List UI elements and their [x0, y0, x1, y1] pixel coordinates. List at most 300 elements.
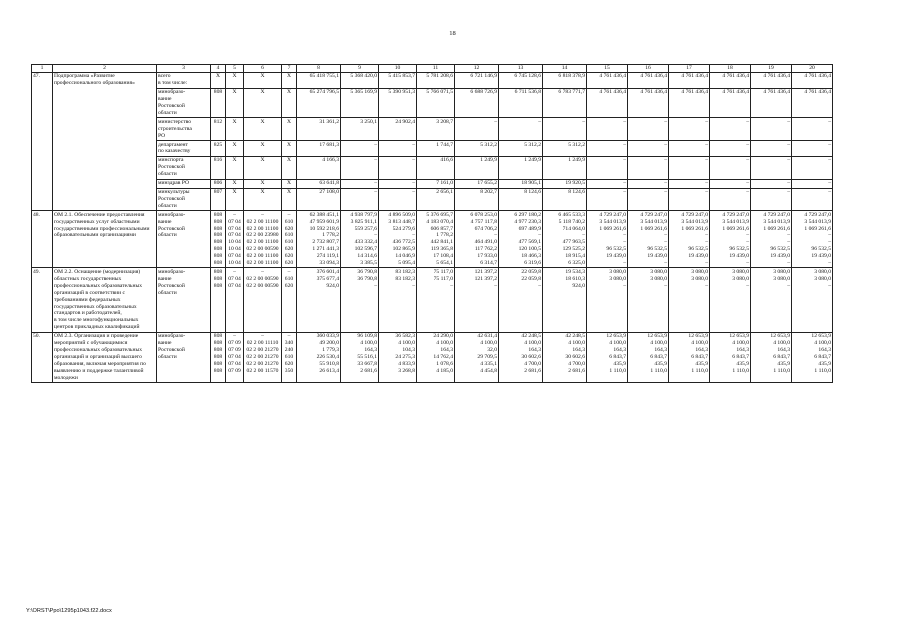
value-line: 4 700,0	[524, 360, 541, 367]
value-line: –	[664, 239, 667, 246]
value-line: –	[746, 260, 749, 267]
value-line: 4 100,0	[691, 340, 708, 347]
csr-cell-line: 02 2 00 21270	[246, 353, 279, 360]
row-number: 50.	[32, 332, 53, 382]
rzpr-cell-line: 07 09	[228, 346, 241, 353]
executor-cell: министерство строительства РО	[157, 118, 211, 141]
value-line: –	[828, 282, 831, 289]
rzpr-cell-line: –	[233, 333, 236, 340]
vr-cell-line: 620	[284, 360, 294, 367]
value-cell	[417, 268, 455, 332]
value-line: 19 439,0	[811, 253, 831, 260]
vr-cell-line: 620	[284, 246, 294, 253]
value-line: 433 332,4	[354, 239, 377, 246]
value-line: 3 544 013,9	[640, 218, 667, 225]
value-line: 6 843,7	[814, 353, 831, 360]
executor-cell: департамент по казачеству	[157, 141, 211, 157]
value-cell: 5 312,2	[543, 141, 587, 157]
value-line: –	[828, 239, 831, 246]
value-line: 42 631,4	[477, 333, 497, 340]
vr-cell-line: 620	[284, 260, 294, 267]
value-cell	[628, 268, 669, 332]
value-line: 4 100,0	[568, 340, 585, 347]
csr-cell	[244, 211, 282, 268]
value-cell: –	[669, 118, 710, 141]
value-cell: 4 761 436,4	[587, 88, 628, 118]
value-cell: 6 711 536,8	[499, 88, 543, 118]
value-cell: –	[499, 118, 543, 141]
grbs-cell-line: 808	[213, 260, 223, 267]
value-line: 96 532,5	[647, 246, 667, 253]
value-line: 4 100,0	[524, 340, 541, 347]
value-line: 4 729 247,0	[681, 211, 708, 218]
value-cell	[341, 268, 379, 332]
value-line: 83 182,3	[395, 268, 415, 275]
value-cell: 5 365 169,9	[341, 88, 379, 118]
column-number: 15	[587, 65, 628, 73]
value-cell	[297, 268, 341, 332]
value-cell: –	[628, 179, 669, 188]
value-cell: 4 761 436,4	[792, 88, 833, 118]
csr-cell-line: –	[261, 268, 264, 275]
value-cell: –	[751, 179, 792, 188]
value-cell: 8 124,6	[543, 188, 587, 211]
value-line: 14 762,4	[433, 353, 453, 360]
value-line: –	[746, 232, 749, 239]
value-cell	[792, 211, 833, 268]
executor-cell: минобразо- вание Ростовской области	[157, 268, 211, 332]
value-line: 4 700,0	[568, 360, 585, 367]
value-line: 4 833,9	[398, 360, 415, 367]
value-line: 606 857,7	[430, 225, 453, 232]
rzpr-cell-line: 07 04	[228, 353, 241, 360]
value-cell: 4 761 436,4	[669, 72, 710, 88]
grbs-cell-line: 808	[213, 275, 223, 282]
grbs-cell: 808	[211, 88, 226, 118]
value-line: 121 397,2	[474, 268, 497, 275]
table-row	[32, 211, 833, 268]
rzpr-cell-line: 07 04	[228, 218, 241, 225]
value-cell	[499, 332, 543, 382]
column-number: 18	[710, 65, 751, 73]
footer-path: Y:\ORST\Ppo\1295p1043.f22.docx	[26, 608, 112, 614]
value-line: 120 100,5	[518, 246, 541, 253]
value-line: 19 439,0	[647, 253, 667, 260]
value-cell	[669, 268, 710, 332]
table-row	[32, 332, 833, 382]
value-line: 14 314,6	[357, 253, 377, 260]
value-line: 42 248,5	[521, 333, 541, 340]
csr-cell-line: 02 2 00 00590	[246, 246, 279, 253]
value-line: 49 200,0	[319, 340, 339, 347]
vr-cell	[282, 332, 297, 382]
value-line: –	[582, 232, 585, 239]
value-cell: –	[628, 188, 669, 211]
value-line: 4 454,8	[480, 367, 497, 374]
program-name: ОМ 2.2. Оснащение (модернизация) областных государственных профессиональных образовательных организаций в соответствии с требованиями федеральных государственных образовательных стандартов и работодателей, в том числе многофункциональных центров прикладных квалификаций	[53, 268, 157, 332]
rzpr-cell	[226, 211, 244, 268]
value-cell: 65 274 796,5	[297, 88, 341, 118]
program-name: Подпрограмма «Развитие профессионального образования»	[53, 72, 157, 210]
value-cell: 4 761 436,4	[710, 88, 751, 118]
value-line: 83 182,3	[395, 275, 415, 282]
value-line: 19 439,0	[770, 253, 790, 260]
value-line: 1 069 261,6	[599, 225, 626, 232]
value-line: 4 183 070,4	[426, 218, 453, 225]
grbs-cell: 812	[211, 118, 226, 141]
value-cell: –	[792, 179, 833, 188]
csr-cell-line: 02 2 00 11100	[246, 218, 279, 225]
value-line: 1 069 261,6	[681, 225, 708, 232]
value-cell	[379, 211, 417, 268]
value-line: 435,9	[818, 360, 831, 367]
value-cell	[669, 211, 710, 268]
value-cell: 19 920,5	[543, 179, 587, 188]
value-line: 12 653,9	[770, 333, 790, 340]
value-line: 22 059,8	[521, 268, 541, 275]
rzpr-cell: X	[226, 118, 244, 141]
value-line: 32,0	[487, 346, 497, 353]
value-line: –	[623, 260, 626, 267]
value-line: 24 275,3	[395, 353, 415, 360]
value-cell: 27 108,0	[297, 188, 341, 211]
value-cell	[379, 268, 417, 332]
value-line: 19 439,0	[729, 253, 749, 260]
executor-cell: минкультуры Ростовской области	[157, 188, 211, 211]
value-line: 436 772,5	[392, 239, 415, 246]
value-cell	[341, 332, 379, 382]
vr-cell-line: 340	[284, 340, 294, 347]
value-line: 3 080,0	[650, 268, 667, 275]
csr-cell-line: 02 2 00 11570	[246, 367, 279, 374]
value-line: –	[412, 232, 415, 239]
value-line: 3 080,0	[773, 275, 790, 282]
grbs-cell	[211, 332, 226, 382]
value-line: 1 110,0	[650, 367, 667, 374]
value-line: 164,3	[528, 346, 541, 353]
value-cell: 5 368 420,0	[341, 72, 379, 88]
column-number: 6	[244, 65, 282, 73]
value-cell: 17 681,3	[297, 141, 341, 157]
value-cell: –	[792, 156, 833, 179]
value-cell: –	[669, 156, 710, 179]
value-cell: 7 161,0	[417, 179, 455, 188]
value-cell: –	[628, 156, 669, 179]
value-line: 559 257,6	[354, 225, 377, 232]
value-line: 4 185,0	[436, 367, 453, 374]
column-number: 12	[455, 65, 499, 73]
value-line: 29 709,5	[477, 353, 497, 360]
value-cell: –	[341, 141, 379, 157]
value-cell: 3 250,1	[341, 118, 379, 141]
value-line: 3 080,0	[691, 275, 708, 282]
value-line: –	[623, 239, 626, 246]
value-cell	[792, 332, 833, 382]
value-cell	[669, 332, 710, 382]
csr-cell-line: 02 2 00 21270	[246, 346, 279, 353]
column-number: 13	[499, 65, 543, 73]
column-number: 8	[297, 65, 341, 73]
value-line: 6 843,7	[609, 353, 626, 360]
grbs-cell-line: 808	[213, 282, 223, 289]
value-line: 3 080,0	[732, 268, 749, 275]
value-line: 14 046,9	[395, 253, 415, 260]
value-line: 4 100,0	[650, 340, 667, 347]
value-cell: 4 166,3	[297, 156, 341, 179]
value-line: 435,9	[777, 360, 790, 367]
value-cell: –	[669, 179, 710, 188]
grbs-cell-line: 808	[213, 346, 223, 353]
value-line: –	[705, 282, 708, 289]
value-cell	[297, 211, 341, 268]
value-line: –	[705, 260, 708, 267]
row-number: 49.	[32, 268, 53, 332]
value-cell: –	[669, 188, 710, 211]
value-cell	[543, 211, 587, 268]
value-line: –	[705, 239, 708, 246]
value-cell	[379, 332, 417, 382]
value-line: –	[374, 232, 377, 239]
value-line: 477 569,1	[518, 239, 541, 246]
value-cell: –	[751, 156, 792, 179]
value-line: 1 069 261,6	[722, 225, 749, 232]
value-line: –	[538, 282, 541, 289]
value-line: –	[787, 232, 790, 239]
value-line: 1 078,6	[436, 360, 453, 367]
rzpr-cell	[226, 332, 244, 382]
vr-cell-line: 610	[284, 218, 294, 225]
value-cell: 416,6	[417, 156, 455, 179]
value-cell: 3 208,7	[417, 118, 455, 141]
csr-cell-line: 02 2 00 21270	[246, 360, 279, 367]
value-cell	[751, 211, 792, 268]
csr-cell-line: –	[261, 333, 264, 340]
value-cell: 24 902,4	[379, 118, 417, 141]
value-line: 96 109,8	[357, 333, 377, 340]
value-cell: –	[628, 141, 669, 157]
vr-cell-line: –	[287, 268, 291, 275]
value-line: 4 100,0	[773, 340, 790, 347]
value-line: 75 117,0	[433, 275, 453, 282]
vr-cell: X	[282, 179, 297, 188]
column-number: 3	[157, 65, 211, 73]
value-cell: 5 390 951,3	[379, 88, 417, 118]
grbs-cell	[211, 268, 226, 332]
value-line: 12 653,9	[729, 333, 749, 340]
value-line: 5 118 740,2	[558, 218, 585, 225]
grbs-cell: 816	[211, 156, 226, 179]
value-cell: –	[669, 141, 710, 157]
executor-cell: минспорта Ростовской области	[157, 156, 211, 179]
value-line: 4 100,0	[609, 340, 626, 347]
value-line: 524 279,6	[392, 225, 415, 232]
value-cell: –	[751, 118, 792, 141]
value-line: 17 933,0	[477, 253, 497, 260]
value-line: 42 248,5	[565, 333, 585, 340]
value-cell: 17 655,2	[455, 179, 499, 188]
grbs-cell-line: 808	[213, 218, 223, 225]
csr-cell: X	[244, 72, 282, 88]
value-cell	[543, 332, 587, 382]
value-cell: 4 761 436,4	[628, 72, 669, 88]
value-cell: 4 761 436,4	[751, 72, 792, 88]
value-line: 6 843,7	[773, 353, 790, 360]
value-line: 1 271 441,3	[312, 246, 339, 253]
value-line: 4 100,0	[360, 340, 377, 347]
value-cell: –	[341, 188, 379, 211]
value-line: 3 544 013,9	[804, 218, 831, 225]
grbs-cell: X	[211, 72, 226, 88]
csr-cell-line: 02 2 00 11100	[246, 260, 279, 267]
value-line: 1 069 261,6	[763, 225, 790, 232]
value-line: 96 532,5	[606, 246, 626, 253]
value-line: 129 525,2	[562, 246, 585, 253]
executor-cell: минобразо- вание Ростовской области	[157, 332, 211, 382]
value-line: 274 119,1	[316, 253, 339, 260]
value-line: 4 100,0	[480, 340, 497, 347]
value-line: 26 613,4	[319, 367, 339, 374]
rzpr-cell-line: 10 04	[228, 246, 241, 253]
value-line: 375 677,4	[316, 275, 339, 282]
value-line: 75 117,0	[433, 268, 453, 275]
value-line: 226 530,4	[316, 353, 339, 360]
csr-cell: X	[244, 156, 282, 179]
executor-cell: минздрав РО	[157, 179, 211, 188]
value-cell: 2 656,1	[417, 188, 455, 211]
value-line: 2 732 807,7	[312, 239, 339, 246]
value-line: 4 938 797,9	[350, 211, 377, 218]
value-cell: 5 781 208,6	[417, 72, 455, 88]
value-line: 19 439,0	[606, 253, 626, 260]
value-line: 4 729 247,0	[640, 211, 667, 218]
value-cell	[455, 211, 499, 268]
value-line: 5 095,4	[398, 260, 415, 267]
value-line: 2 681,6	[568, 367, 585, 374]
value-line: 6 314,7	[480, 260, 497, 267]
value-line: 164,3	[818, 346, 831, 353]
grbs-cell-line: 808	[213, 225, 223, 232]
vr-cell-line: –	[287, 211, 291, 218]
value-line: 4 100,0	[436, 340, 453, 347]
value-cell: –	[628, 118, 669, 141]
rzpr-cell-line: 07 04	[228, 253, 241, 260]
value-line: 55 910,8	[319, 360, 339, 367]
value-cell: –	[379, 188, 417, 211]
value-line: 3 544 013,9	[681, 218, 708, 225]
rzpr-cell-line: 10 04	[228, 239, 241, 246]
value-line: –	[538, 232, 541, 239]
value-line: 6 843,7	[691, 353, 708, 360]
value-cell: 63 641,8	[297, 179, 341, 188]
value-line: 360 033,9	[316, 333, 339, 340]
csr-cell-line: 02 2 00 23980	[246, 232, 279, 239]
value-cell: –	[710, 118, 751, 141]
value-line: 4 335,1	[480, 360, 497, 367]
value-cell: 5 312,2	[499, 141, 543, 157]
value-cell: 18 905,1	[499, 179, 543, 188]
value-line: –	[664, 232, 667, 239]
value-cell: 8 202,7	[455, 188, 499, 211]
value-line: 96 532,5	[729, 246, 749, 253]
vr-cell	[282, 268, 297, 332]
value-cell: –	[379, 141, 417, 157]
value-line: 12 653,9	[811, 333, 831, 340]
value-cell: 4 761 436,4	[751, 88, 792, 118]
csr-cell-line: –	[261, 211, 264, 218]
value-line: 435,9	[654, 360, 667, 367]
rzpr-cell-line: 07 04	[228, 225, 241, 232]
rzpr-cell: X	[226, 88, 244, 118]
column-number: 9	[341, 65, 379, 73]
budget-table	[31, 64, 833, 383]
csr-cell	[244, 332, 282, 382]
value-cell: 4 761 436,4	[587, 72, 628, 88]
value-cell	[587, 268, 628, 332]
value-cell: 4 761 436,4	[792, 72, 833, 88]
value-line: 19 439,0	[688, 253, 708, 260]
value-cell: 5 766 071,5	[417, 88, 455, 118]
value-line: 3 544 013,9	[599, 218, 626, 225]
value-line: 1 110,0	[732, 367, 749, 374]
value-cell	[499, 211, 543, 268]
value-line: –	[828, 232, 831, 239]
value-line: 3 080,0	[609, 268, 626, 275]
value-line: 1 110,0	[609, 367, 626, 374]
rzpr-cell: X	[226, 156, 244, 179]
value-line: 6 319,6	[524, 260, 541, 267]
value-line: 22 059,8	[521, 275, 541, 282]
csr-cell	[244, 268, 282, 332]
value-line: 6 078 253,0	[470, 211, 497, 218]
value-line: –	[705, 232, 708, 239]
value-cell	[628, 332, 669, 382]
value-line: 1 110,0	[814, 367, 831, 374]
value-line: –	[623, 232, 626, 239]
value-cell: –	[751, 188, 792, 211]
value-line: 24 290,0	[433, 333, 453, 340]
value-line: 3 544 013,9	[722, 218, 749, 225]
vr-cell: X	[282, 156, 297, 179]
value-cell: –	[379, 179, 417, 188]
value-line: 1 778,2	[436, 232, 453, 239]
value-cell: 65 418 755,1	[297, 72, 341, 88]
grbs-cell-line: 808	[213, 246, 223, 253]
vr-cell-line: 610	[284, 353, 294, 360]
vr-cell: X	[282, 88, 297, 118]
value-cell: 5 415 853,7	[379, 72, 417, 88]
value-cell: –	[710, 188, 751, 211]
value-line: –	[450, 282, 453, 289]
column-number: 7	[282, 65, 297, 73]
value-cell: 6 688 726,9	[455, 88, 499, 118]
vr-cell-line: 350	[284, 367, 294, 374]
column-number: 5	[226, 65, 244, 73]
value-cell: –	[587, 179, 628, 188]
value-cell: –	[751, 141, 792, 157]
value-cell	[587, 332, 628, 382]
value-line: –	[412, 282, 415, 289]
value-line: 3 080,0	[732, 275, 749, 282]
value-line: 36 790,8	[357, 275, 377, 282]
rzpr-cell	[226, 268, 244, 332]
executor-cell: минобразо- вание Ростовской области	[157, 211, 211, 268]
value-cell: –	[587, 188, 628, 211]
rzpr-cell: X	[226, 179, 244, 188]
csr-cell: X	[244, 141, 282, 157]
value-cell	[751, 332, 792, 382]
value-line: 2 681,6	[524, 367, 541, 374]
value-line: 96 532,5	[688, 246, 708, 253]
